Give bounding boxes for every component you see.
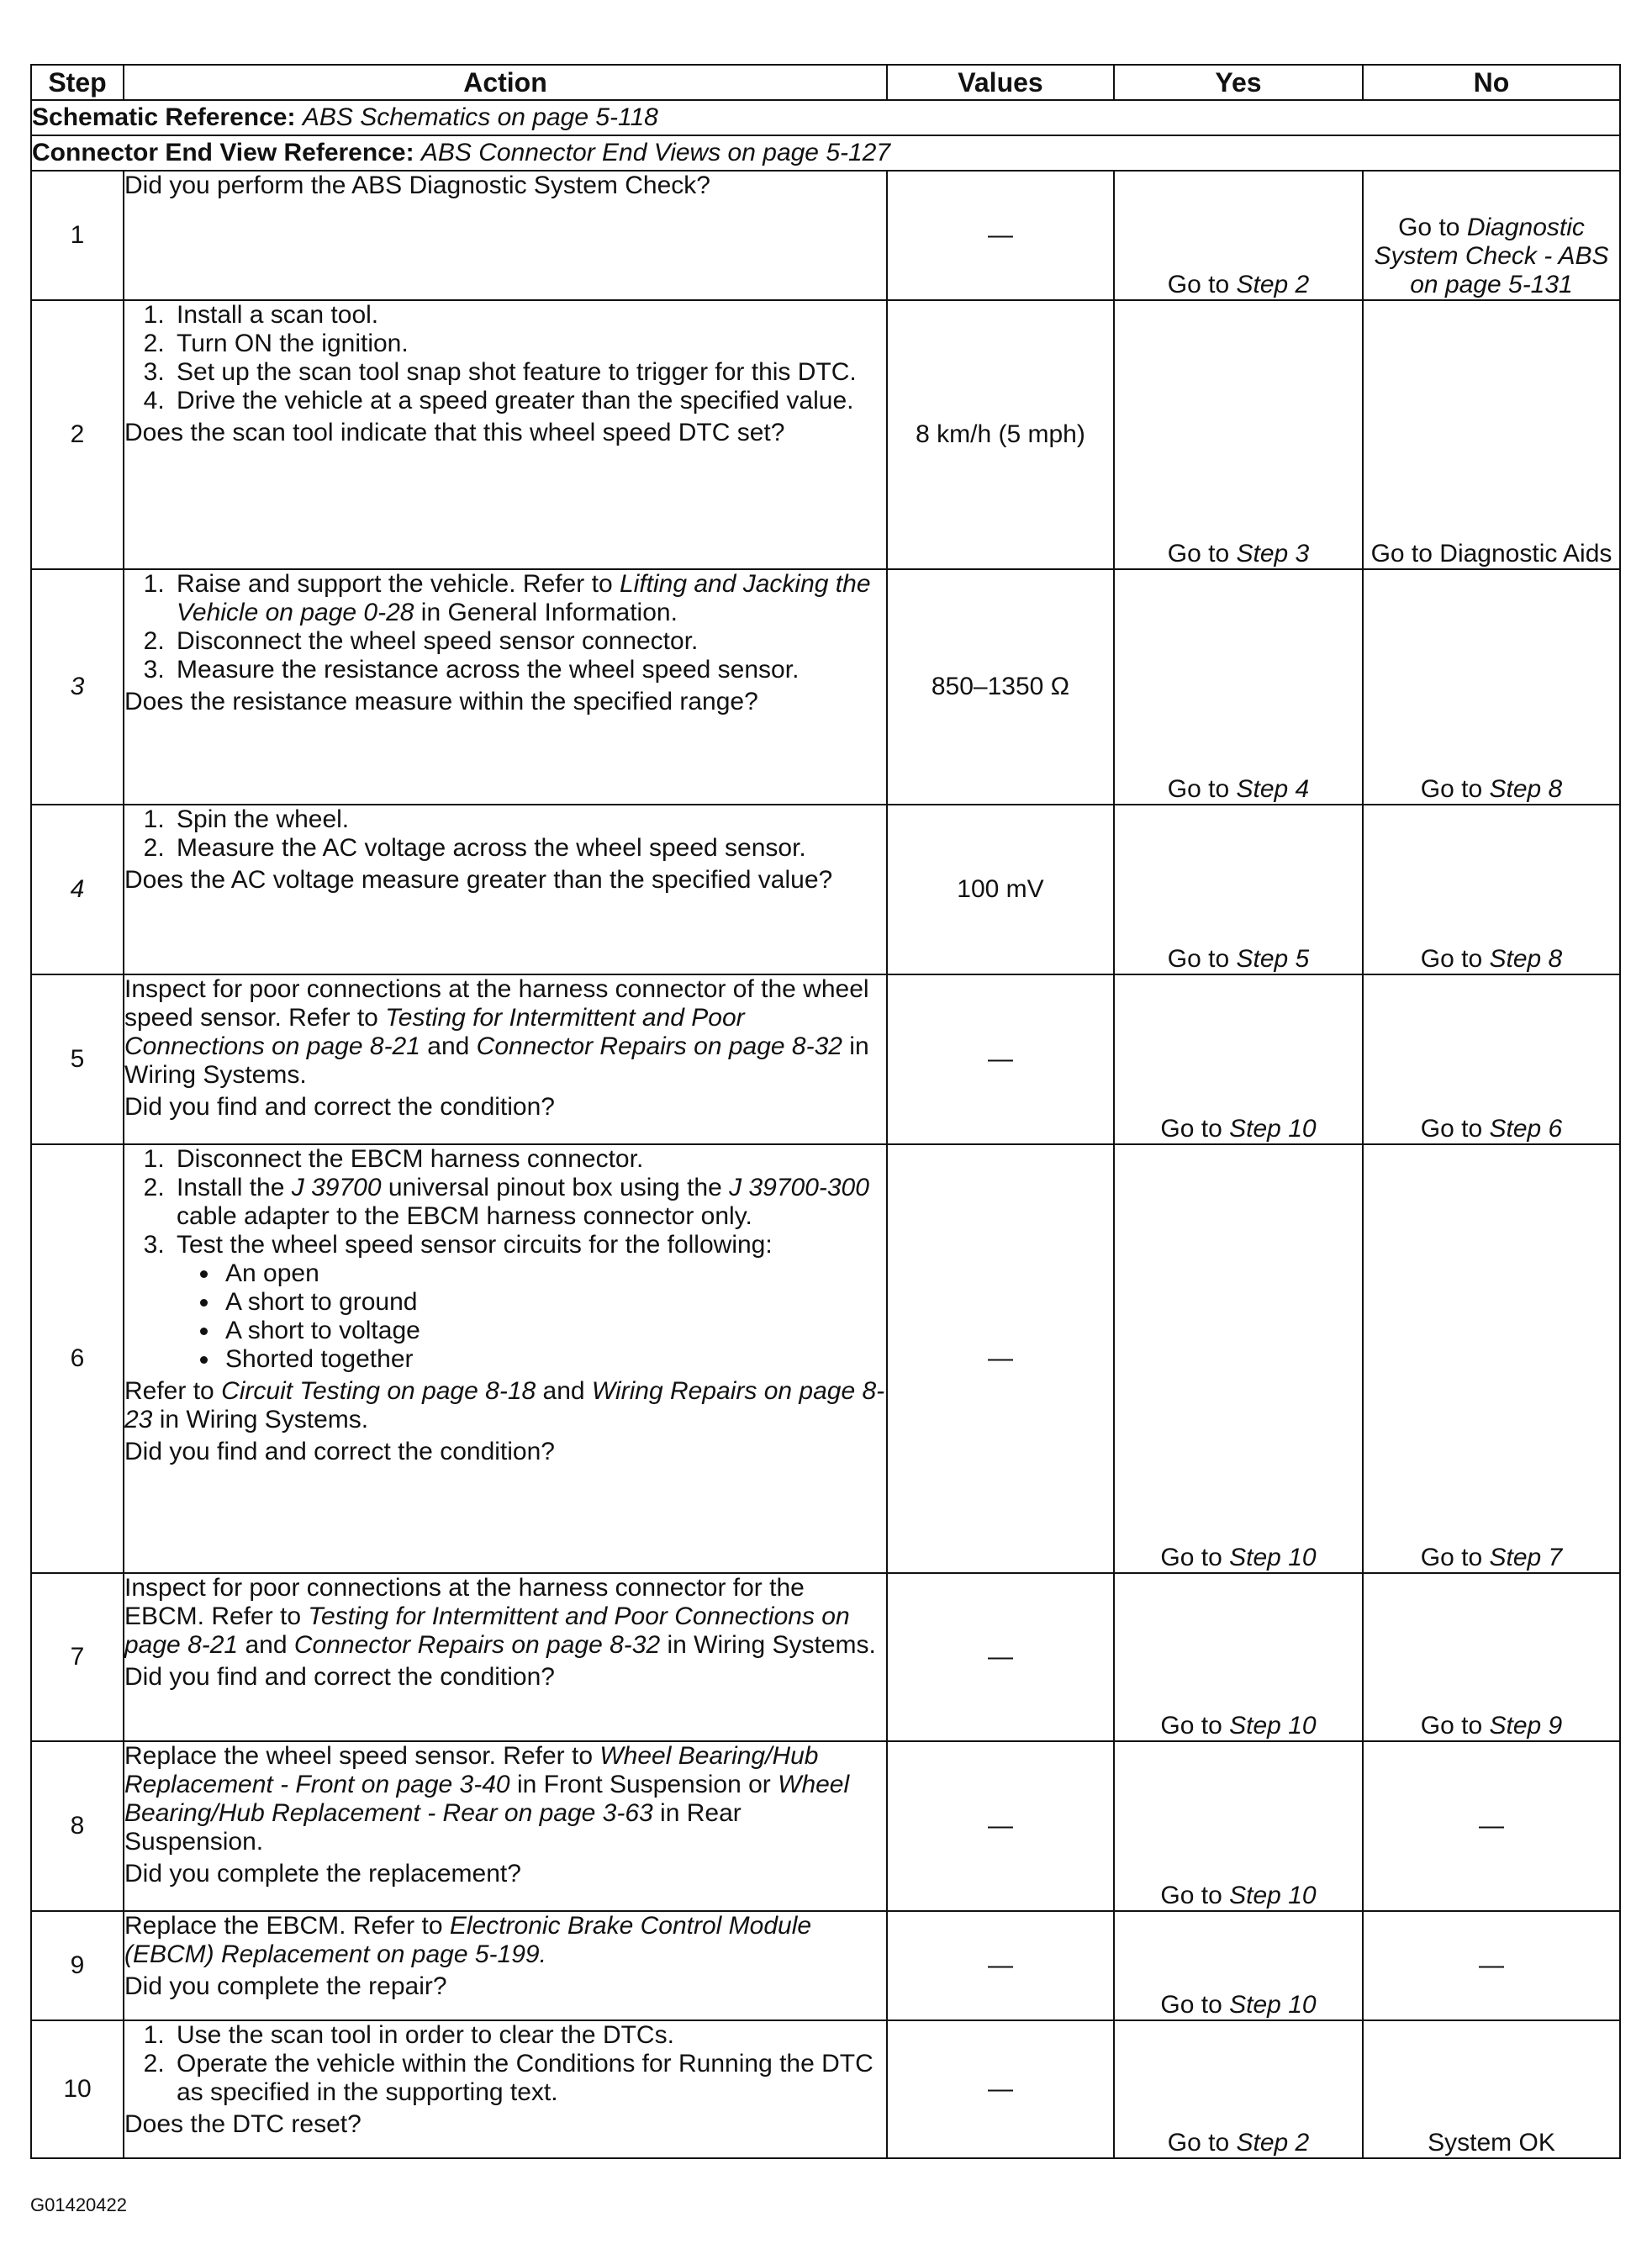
yes-text: Go to	[1160, 1115, 1230, 1143]
step-question: Did you find and correct the condition?	[124, 1093, 555, 1121]
reference-link: Connector Repairs on page 8-32	[293, 1631, 661, 1659]
schematic-reference	[31, 100, 1620, 135]
step-yes	[1114, 171, 1363, 300]
reference-link: Testing for Intermittent and Poor Connections on page 8-21	[124, 1602, 850, 1659]
yes-step-link: Step 10	[1229, 1991, 1317, 2019]
step-instructions	[124, 301, 886, 415]
step-action	[124, 1911, 887, 2020]
reference-link: Testing for Intermittent and Poor Connections on page 8-21	[124, 1004, 745, 1060]
step-row-8	[31, 1741, 1620, 1911]
step-no	[1363, 171, 1620, 300]
step-question: Does the DTC reset?	[124, 2110, 362, 2138]
step-number: 2	[31, 300, 124, 569]
step-value: —	[887, 1741, 1114, 1911]
no-step-link: Step 7	[1489, 1544, 1563, 1571]
yes-text: Go to	[1167, 775, 1237, 803]
connector-reference-row	[31, 135, 1620, 171]
instruction-text: Raise and support the vehicle. Refer to	[177, 570, 620, 598]
step-no: Go to Diagnostic Aids	[1363, 300, 1620, 569]
step-yes	[1114, 1741, 1363, 1911]
step-value: 8 km/h (5 mph)	[887, 300, 1114, 569]
yes-step-link: Step 3	[1236, 540, 1310, 568]
step-action	[124, 569, 887, 805]
reference-link: Circuit Testing on page 8-18	[221, 1377, 536, 1405]
step-instructions	[124, 2021, 886, 2107]
no-step-link: Diagnostic System Check - ABS on page 5-131	[1374, 214, 1609, 298]
instruction-item: 2. Measure the AC voltage across the wheel speed sensor.	[172, 834, 886, 863]
instruction-item	[172, 570, 886, 627]
header-action: Action	[124, 65, 887, 100]
no-step-link: Step 9	[1489, 1712, 1563, 1740]
instruction-text: Test the wheel speed sensor circuits for the following:	[177, 1231, 773, 1259]
no-step-link: Step 8	[1489, 775, 1563, 803]
step-reference	[124, 1377, 886, 1434]
instruction-item: 2. Turn ON the ignition.	[172, 330, 886, 358]
step-no: —	[1363, 1911, 1620, 2020]
instruction-text: and	[536, 1377, 592, 1405]
instruction-text: Inspect for poor connections at the harness connector of the wheel speed sensor. Refer to	[124, 975, 869, 1032]
step-action	[124, 171, 887, 300]
step-no	[1363, 1573, 1620, 1741]
step-row-4	[31, 805, 1620, 974]
yes-text: Go to	[1167, 271, 1237, 298]
step-row-5	[31, 974, 1620, 1144]
step-action	[124, 1573, 887, 1741]
step-yes	[1114, 1911, 1363, 2020]
yes-step-link: Step 10	[1229, 1544, 1317, 1571]
connector-reference	[31, 135, 1620, 171]
no-text: Go to	[1420, 1712, 1490, 1740]
schematic-reference-link: ABS Schematics on page 5-118	[302, 103, 658, 131]
step-row-2	[31, 300, 1620, 569]
step-number: 6	[31, 1144, 124, 1573]
step-instruction	[124, 1742, 886, 1856]
header-yes: Yes	[1114, 65, 1363, 100]
step-row-10	[31, 2020, 1620, 2158]
instruction-text: and	[238, 1631, 294, 1659]
yes-step-link: Step 2	[1236, 2129, 1310, 2157]
step-row-3	[31, 569, 1620, 805]
step-number: 5	[31, 974, 124, 1144]
no-step-link: Step 8	[1489, 945, 1563, 973]
step-no	[1363, 569, 1620, 805]
instruction-item: 1. Use the scan tool in order to clear the DTCs.	[172, 2021, 886, 2050]
step-yes	[1114, 569, 1363, 805]
step-value: —	[887, 1911, 1114, 2020]
step-question: Did you find and correct the condition?	[124, 1663, 555, 1691]
step-number: 10	[31, 2020, 124, 2158]
header-no: No	[1363, 65, 1620, 100]
test-condition: • An open	[220, 1259, 886, 1288]
yes-text: Go to	[1167, 2129, 1237, 2157]
no-text: Go to	[1398, 214, 1467, 241]
step-number: 4	[31, 805, 124, 974]
instruction-item: 2. Operate the vehicle within the Conditions for Running the DTC as specified in the supporting text.	[172, 2050, 886, 2107]
step-instruction	[124, 1912, 886, 1969]
step-action	[124, 1741, 887, 1911]
instruction-text: Replace the EBCM. Refer to	[124, 1912, 450, 1940]
step-row-1	[31, 171, 1620, 300]
no-text: Go to	[1420, 945, 1490, 973]
schematic-reference-row	[31, 100, 1620, 135]
step-yes	[1114, 300, 1363, 569]
yes-step-link: Step 10	[1229, 1712, 1317, 1740]
yes-text: Go to	[1160, 1712, 1230, 1740]
no-step-link: Step 6	[1489, 1115, 1563, 1143]
yes-step-link: Step 4	[1236, 775, 1310, 803]
yes-text: Go to	[1160, 1882, 1230, 1909]
step-no	[1363, 1144, 1620, 1573]
yes-text: Go to	[1160, 1544, 1230, 1571]
instruction-text: in General Information.	[414, 599, 678, 626]
step-number: 1	[31, 171, 124, 300]
step-question: Did you find and correct the condition?	[124, 1438, 555, 1465]
yes-step-link: Step 5	[1236, 945, 1310, 973]
step-no	[1363, 805, 1620, 974]
step-yes	[1114, 1144, 1363, 1573]
reference-link: Wheel Bearing/Hub Replacement - Front on page 3-40	[124, 1742, 819, 1798]
test-condition: • A short to voltage	[220, 1317, 886, 1345]
step-instructions	[124, 805, 886, 863]
instruction-text: in Wiring Systems.	[124, 1032, 869, 1089]
reference-link: Wiring Repairs on page 8-23	[124, 1377, 885, 1433]
yes-text: Go to	[1167, 540, 1237, 568]
instruction-text: Inspect for poor connections at the harness connector for the EBCM. Refer to	[124, 1574, 805, 1630]
step-question: Did you complete the repair?	[124, 1972, 447, 2000]
step-yes	[1114, 805, 1363, 974]
figure-id: G01420422	[30, 2194, 127, 2215]
step-value: —	[887, 974, 1114, 1144]
step-instructions	[124, 570, 886, 684]
diagnostic-table	[30, 64, 1621, 2159]
step-action	[124, 974, 887, 1144]
schematic-reference-label: Schematic Reference:	[32, 103, 296, 131]
step-instructions	[124, 1145, 886, 1374]
step-no: System OK	[1363, 2020, 1620, 2158]
instruction-item: 4. Drive the vehicle at a speed greater than the specified value.	[172, 387, 886, 415]
step-yes	[1114, 1573, 1363, 1741]
step-action	[124, 805, 887, 974]
connector-reference-label: Connector End View Reference:	[32, 139, 414, 166]
instruction-item: 3. Set up the scan tool snap shot feature to trigger for this DTC.	[172, 358, 886, 387]
test-condition: • A short to ground	[220, 1288, 886, 1317]
step-action	[124, 2020, 887, 2158]
step-yes	[1114, 974, 1363, 1144]
no-text: Go to	[1420, 775, 1490, 803]
step-number: 8	[31, 1741, 124, 1911]
step-instruction	[124, 975, 886, 1090]
instruction-item: 3. Measure the resistance across the wheel speed sensor.	[172, 656, 886, 684]
no-text: Go to	[1420, 1115, 1490, 1143]
reference-link: Lifting and Jacking the Vehicle on page 0-28	[177, 570, 871, 626]
instruction-item: 1. Disconnect the EBCM harness connector.	[172, 1145, 886, 1174]
instruction-text: in Wiring Systems.	[152, 1406, 369, 1433]
step-instruction	[124, 1574, 886, 1660]
step-question: Does the resistance measure within the specified range?	[124, 688, 758, 715]
step-row-6	[31, 1144, 1620, 1573]
yes-step-link: Step 2	[1236, 271, 1310, 298]
step-number: 9	[31, 1911, 124, 2020]
instruction-text: Refer to	[124, 1377, 222, 1405]
instruction-text: in Rear Suspension.	[124, 1799, 742, 1856]
instruction-item: 2. Disconnect the wheel speed sensor connector.	[172, 627, 886, 656]
instruction-item	[172, 1174, 886, 1231]
step-value: —	[887, 2020, 1114, 2158]
step-yes	[1114, 2020, 1363, 2158]
instruction-item	[172, 1231, 886, 1374]
header-row	[31, 65, 1620, 100]
step-value: —	[887, 1144, 1114, 1573]
instruction-item: 1. Install a scan tool.	[172, 301, 886, 330]
header-values: Values	[887, 65, 1114, 100]
step-value: —	[887, 171, 1114, 300]
step-value: 850–1350 Ω	[887, 569, 1114, 805]
step-value: —	[887, 1573, 1114, 1741]
instruction-text: cable adapter to the EBCM harness connector only.	[177, 1202, 752, 1230]
test-condition-list	[177, 1259, 886, 1374]
test-condition: • Shorted together	[220, 1345, 886, 1374]
step-action	[124, 1144, 887, 1573]
step-question: Does the scan tool indicate that this wheel speed DTC set?	[124, 419, 785, 446]
yes-text: Go to	[1167, 945, 1237, 973]
reference-link: Electronic Brake Control Module (EBCM) Replacement on page 5-199.	[124, 1912, 812, 1968]
step-no	[1363, 974, 1620, 1144]
instruction-item: 1. Spin the wheel.	[172, 805, 886, 834]
yes-step-link: Step 10	[1229, 1115, 1317, 1143]
instruction-text: Install the	[177, 1174, 292, 1201]
instruction-text: Replace the wheel speed sensor. Refer to	[124, 1742, 600, 1770]
step-value: 100 mV	[887, 805, 1114, 974]
step-question: Did you complete the replacement?	[124, 1860, 521, 1888]
tool-reference: J 39700	[291, 1174, 382, 1201]
step-question: Does the AC voltage measure greater than the specified value?	[124, 866, 833, 894]
step-number: 7	[31, 1573, 124, 1741]
reference-link: Connector Repairs on page 8-32	[476, 1032, 842, 1060]
instruction-text: and	[420, 1032, 477, 1060]
yes-text: Go to	[1160, 1991, 1230, 2019]
tool-reference: J 39700-300	[729, 1174, 869, 1201]
step-row-9	[31, 1911, 1620, 2020]
connector-reference-link: ABS Connector End Views on page 5-127	[420, 139, 891, 166]
header-step: Step	[31, 65, 124, 100]
instruction-text: in Front Suspension or	[509, 1771, 778, 1798]
step-question: Did you perform the ABS Diagnostic System Check?	[124, 172, 710, 199]
step-number: 3	[31, 569, 124, 805]
reference-link: Wheel Bearing/Hub Replacement - Rear on page 3-63	[124, 1771, 850, 1827]
instruction-text: universal pinout box using the	[381, 1174, 730, 1201]
yes-step-link: Step 10	[1229, 1882, 1317, 1909]
instruction-text: in Wiring Systems.	[660, 1631, 876, 1659]
step-row-7	[31, 1573, 1620, 1741]
no-text: Go to	[1420, 1544, 1490, 1571]
step-no: —	[1363, 1741, 1620, 1911]
step-action	[124, 300, 887, 569]
